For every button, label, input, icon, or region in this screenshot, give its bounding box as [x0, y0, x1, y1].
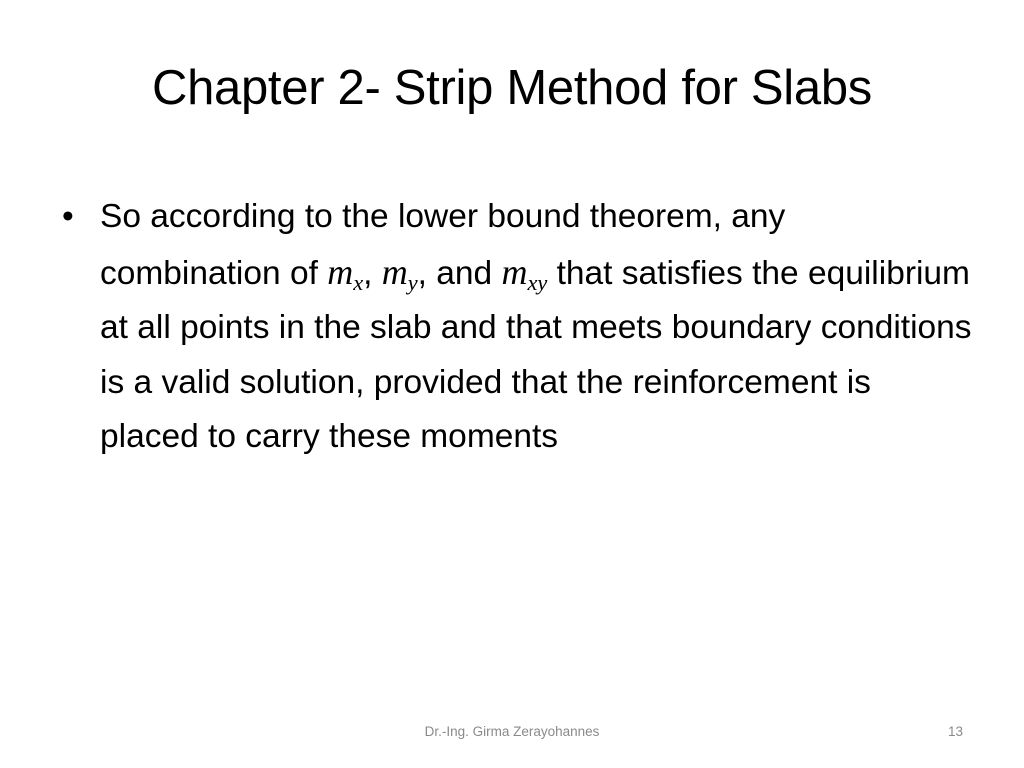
math-mx-subscript: x	[353, 269, 364, 295]
math-my	[381, 251, 418, 295]
math-mxy	[501, 251, 548, 295]
bullet-text-start: So according to the lower bound theorem, any combination of	[100, 198, 786, 292]
bullet-text-end: that satisfies the equilibrium at all points in the slab and that meets boundary conditions is a valid solution, provided that the reinforcement is placed to carry these moments	[100, 254, 972, 455]
footer-author: Dr.-Ing. Girma Zerayohannes	[424, 724, 600, 739]
math-mx-base: m	[327, 251, 354, 292]
bullet-marker: •	[62, 198, 74, 235]
math-my-base: m	[381, 251, 408, 292]
separator-comma-1: ,	[363, 254, 382, 292]
separator-and: , and	[417, 254, 502, 292]
slide-number: 13	[947, 724, 963, 739]
math-my-subscript: y	[407, 269, 418, 295]
math-mx	[327, 251, 364, 295]
slide-body	[62, 190, 972, 465]
slide-title: Chapter 2- Strip Method for Slabs	[151, 61, 872, 115]
bullet-item	[62, 190, 972, 465]
math-mxy-subscript: xy	[527, 269, 548, 295]
math-mxy-base: m	[501, 251, 528, 292]
